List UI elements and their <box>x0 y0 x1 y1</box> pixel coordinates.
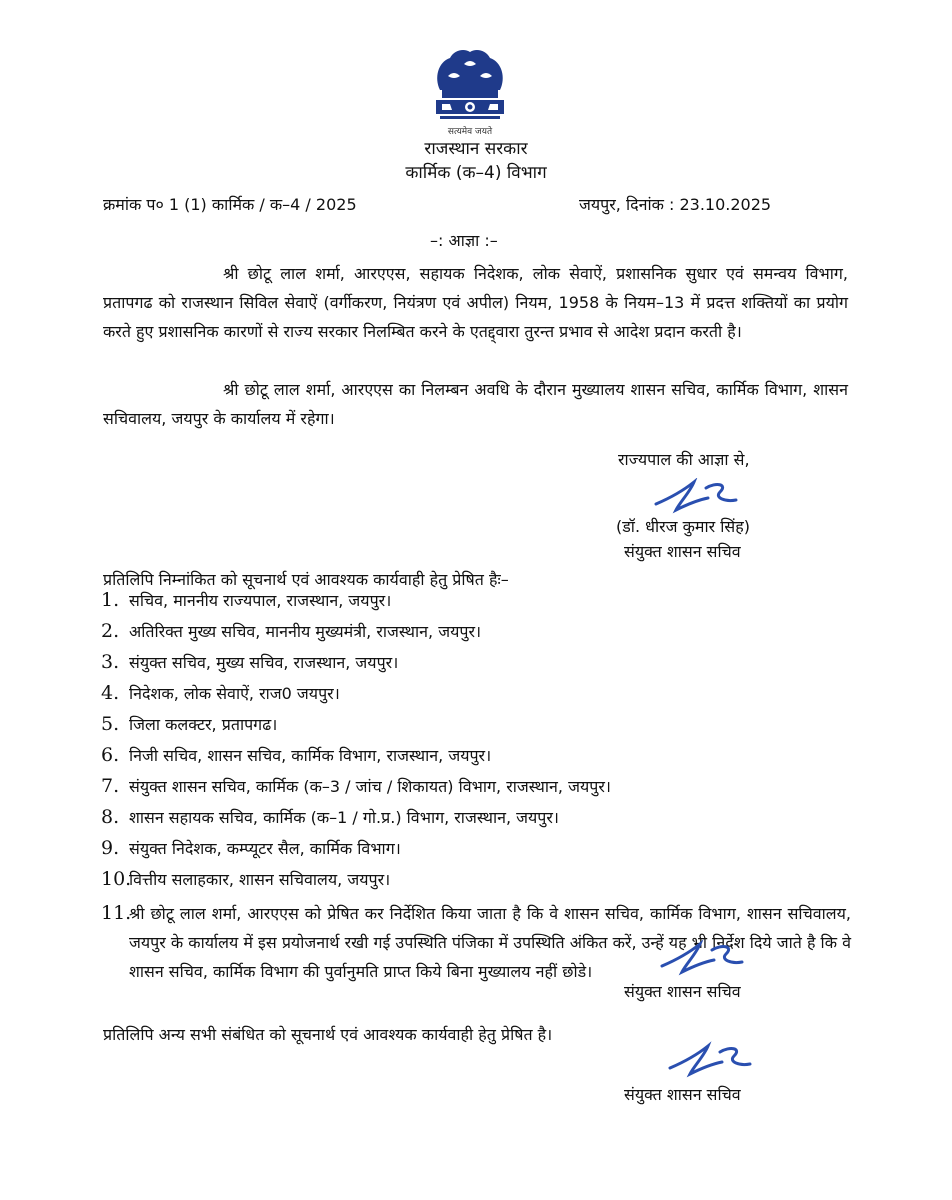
list-item-text: निदेशक, लोक सेवाऐं, राज0 जयपुर। <box>129 684 340 703</box>
list-item-number: 9. <box>101 837 120 859</box>
list-item-text: श्री छोटू लाल शर्मा, आरएएस को प्रेषित कर निर्देशित किया जाता है कि वे शासन सचिव, कार्मिक विभाग, शासन सचिवालय, जयपुर के कार्यालय में इस प्रयोजनार्थ रखी गई उपस्थिति पंजिका में उपस्थिति अंकित करें, उन्हें यह भी निर्देश दिये जाते है कि वे शासन सचिव, कार्मिक विभाग की पुर्वानुमति प्राप्त किये बिना मुख्यालय नहीं छोडे। <box>129 904 851 981</box>
signatory-designation-3: संयुक्त शासन सचिव <box>624 1085 741 1104</box>
list-item-number: 10. <box>101 868 132 890</box>
list-item-number: 11. <box>101 902 132 924</box>
list-item <box>101 678 851 709</box>
list-item-text: संयुक्त सचिव, मुख्य सचिव, राजस्थान, जयपुर। <box>129 653 399 672</box>
signatory-designation: संयुक्त शासन सचिव <box>624 542 741 561</box>
list-item-text: वित्तीय सलाहकार, शासन सचिवालय, जयपुर। <box>129 870 391 889</box>
emblem-motto: सत्यमेव जयते <box>447 127 493 137</box>
list-item <box>101 585 851 616</box>
signature-mark-icon <box>656 938 746 976</box>
order-place-date: जयपुर, दिनांक : 23.10.2025 <box>579 195 772 214</box>
list-item <box>101 802 851 833</box>
copy-to-intro: प्रतिलिपि निम्नांकित को सूचनार्थ एवं आवश्यक कार्यवाही हेतु प्रेषित हैः– <box>103 570 509 589</box>
list-item-number: 2. <box>101 620 120 642</box>
list-item-number: 3. <box>101 651 120 673</box>
order-paragraph-2: श्री छोटू लाल शर्मा, आरएएस का निलम्बन अवधि के दौरान मुख्यालय शासन सचिव, कार्मिक विभाग, शासन सचिवालय, जयपुर के कार्यालय में रहेगा। <box>103 380 848 428</box>
list-item-number: 6. <box>101 744 120 766</box>
order-number: क्रमांक प० 1 (1) कार्मिक / क–4 / 2025 <box>103 195 357 214</box>
list-item <box>101 771 851 802</box>
list-item-number: 7. <box>101 775 120 797</box>
list-item-text: जिला कलक्टर, प्रतापगढ। <box>129 715 278 734</box>
copy-recipient-list <box>101 585 851 986</box>
list-item-text: अतिरिक्त मुख्य सचिव, माननीय मुख्यमंत्री, राजस्थान, जयपुर। <box>129 622 482 641</box>
list-item-text: संयुक्त निदेशक, कम्प्यूटर सैल, कार्मिक विभाग। <box>129 839 401 858</box>
government-name: राजस्थान सरकार <box>424 139 528 159</box>
signatory-designation-2: संयुक्त शासन सचिव <box>624 982 741 1001</box>
copy-to-others: प्रतिलिपि अन्य सभी संबंधित को सूचनार्थ एवं आवश्यक कार्यवाही हेतु प्रेषित है। <box>103 1025 553 1044</box>
list-item-text: सचिव, माननीय राज्यपाल, राजस्थान, जयपुर। <box>129 591 392 610</box>
list-item <box>101 647 851 678</box>
list-item-number: 5. <box>101 713 120 735</box>
order-paragraph-1: श्री छोटू लाल शर्मा, आरएएस, सहायक निदेशक, लोक सेवाऐं, प्रशासनिक सुधार एवं समन्वय विभाग, प्रतापगढ को राजस्थान सिविल सेवाऐं (वर्गीकरण, नियंत्रण एवं अपील) नियम, 1958 के नियम–13 में प्रदत्त शक्तियों का प्रयोग करते हुए प्रशासनिक कारणों से राज्य सरकार निलम्बित करने के एतद्द्वारा तुरन्त प्रभाव से आदेश प्रदान करती है। <box>103 264 848 341</box>
list-item <box>101 864 851 895</box>
list-item <box>101 616 851 647</box>
list-item-number: 1. <box>101 589 120 611</box>
signature-mark-icon <box>650 478 740 516</box>
list-item-number: 8. <box>101 806 120 828</box>
by-order-of-governor: राज्यपाल की आज्ञा से, <box>618 450 750 469</box>
list-item <box>101 833 851 864</box>
signature-mark-icon <box>664 1040 754 1078</box>
order-title: –: आज्ञा :– <box>430 231 498 250</box>
list-item-text: शासन सहायक सचिव, कार्मिक (क–1 / गो.प्र.) विभाग, राजस्थान, जयपुर। <box>129 808 559 827</box>
list-item-number: 4. <box>101 682 120 704</box>
list-item <box>101 709 851 740</box>
department-name: कार्मिक (क–4) विभाग <box>405 163 547 183</box>
list-item-text: निजी सचिव, शासन सचिव, कार्मिक विभाग, राजस्थान, जयपुर। <box>129 746 492 765</box>
list-item <box>101 740 851 771</box>
signatory-name: (डॉ. धीरज कुमार सिंह) <box>616 517 750 536</box>
list-item-text: संयुक्त शासन सचिव, कार्मिक (क–3 / जांच / शिकायत) विभाग, राजस्थान, जयपुर। <box>129 777 611 796</box>
